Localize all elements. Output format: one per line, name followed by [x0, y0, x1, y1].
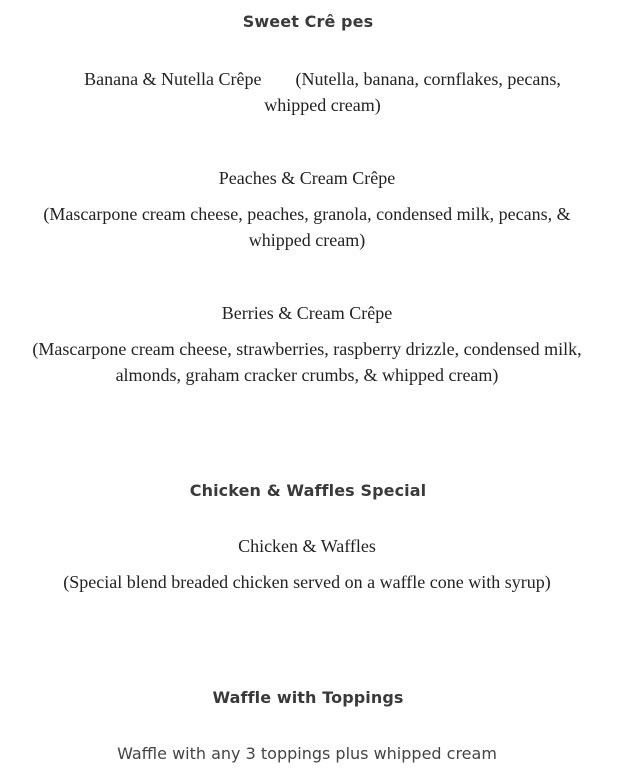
item-description-berries-cream-crepe: (Mascarpone cream cheese, strawberries, raspberry drizzle, condensed milk, almonds, graham cracker crumbs, & whipped cream): [32, 339, 582, 385]
menu-item-banana-nutella-crepe: [70, 66, 575, 118]
section-heading-chicken-waffles-special: Chicken & Waffles Special: [189, 481, 427, 500]
item-description-chicken-waffles: (Special blend breaded chicken served on a waffle cone with syrup): [63, 572, 551, 592]
item-description: (Nutella, banana, cornflakes, pecans, whipped cream): [264, 69, 561, 115]
item-name: Banana & Nutella Crêpe: [84, 69, 262, 89]
item-name-berries-cream-crepe: Berries & Cream Crêpe: [221, 303, 393, 323]
item-name-peaches-cream-crepe: Peaches & Cream Crêpe: [218, 168, 396, 188]
section-heading-sweet-crepes: Sweet Crê pes: [242, 12, 374, 31]
item-description-peaches-cream-crepe: (Mascarpone cream cheese, peaches, granola, condensed milk, pecans, & whipped cream): [43, 204, 571, 250]
section-heading-waffle-with-toppings: Waffle with Toppings: [212, 688, 404, 707]
item-description-waffle-toppings: Waffle with any 3 toppings plus whipped cream: [117, 744, 497, 763]
item-name-chicken-waffles: Chicken & Waffles: [238, 536, 376, 556]
